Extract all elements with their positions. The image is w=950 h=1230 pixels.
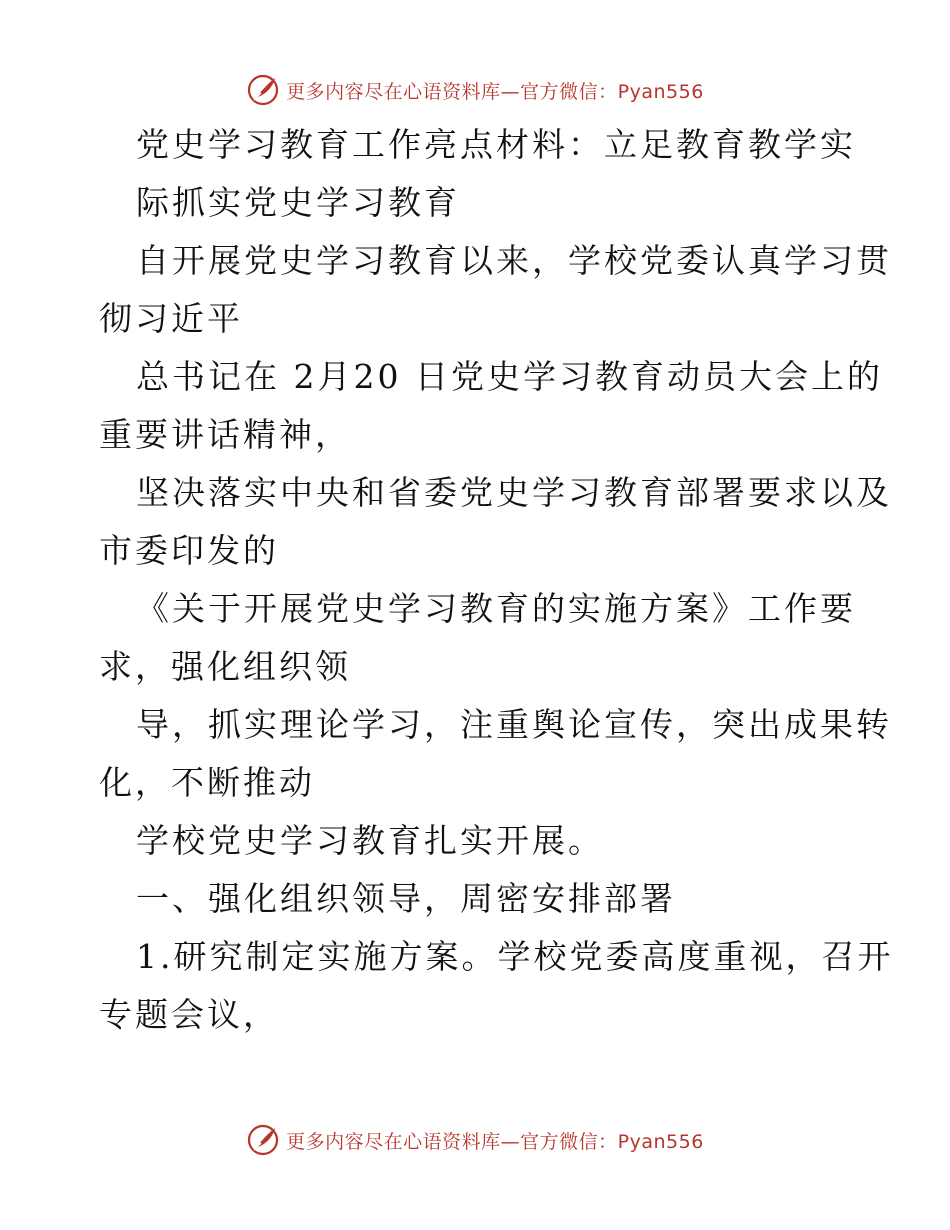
- paragraph: [0, 934, 950, 1038]
- document-body: [0, 122, 950, 1050]
- paragraph: [0, 470, 950, 574]
- paragraph: [0, 586, 950, 690]
- paragraph-line: 总书记在 2月20 日党史学习教育动员大会上的: [136, 357, 883, 396]
- heading-line: 一、强化组织领导，周密安排部署: [136, 879, 676, 918]
- paragraph: [0, 238, 950, 342]
- banner-text: 更多内容尽在心语资料库—官方微信：Pyan556: [286, 80, 704, 103]
- paragraph-line: 求，强化组织领: [99, 647, 351, 686]
- paragraph-line: 化，不断推动: [99, 763, 315, 802]
- section-heading: [0, 876, 950, 922]
- document-title: [0, 122, 950, 226]
- paragraph-line: 重要讲话精神，: [99, 415, 351, 454]
- quill-circle-icon: [246, 73, 280, 107]
- paragraph-line: 1.研究制定实施方案。学校党委高度重视，召开: [136, 937, 894, 976]
- paragraph-line: 坚决落实中央和省委党史学习教育部署要求以及: [136, 473, 892, 512]
- paragraph: [0, 818, 950, 864]
- paragraph-line: 《关于开展党史学习教育的实施方案》工作要: [136, 589, 856, 628]
- paragraph-line: 自开展党史学习教育以来，学校党委认真学习贯: [136, 241, 892, 280]
- paragraph: [0, 354, 950, 458]
- header-banner: [0, 70, 950, 110]
- quill-circle-icon: [246, 1123, 280, 1157]
- title-line: 际抓实党史学习教育: [136, 183, 460, 222]
- banner-text: 更多内容尽在心语资料库—官方微信：Pyan556: [286, 1130, 704, 1153]
- paragraph-line: 导，抓实理论学习，注重舆论宣传，突出成果转: [136, 705, 892, 744]
- footer-banner: [0, 1120, 950, 1160]
- title-line: 党史学习教育工作亮点材料：立足教育教学实: [136, 125, 856, 164]
- paragraph-line: 彻习近平: [99, 299, 243, 338]
- paragraph-line: 专题会议，: [99, 995, 279, 1034]
- paragraph: [0, 702, 950, 806]
- paragraph-line: 学校党史学习教育扎实开展。: [136, 821, 604, 860]
- paragraph-line: 市委印发的: [99, 531, 279, 570]
